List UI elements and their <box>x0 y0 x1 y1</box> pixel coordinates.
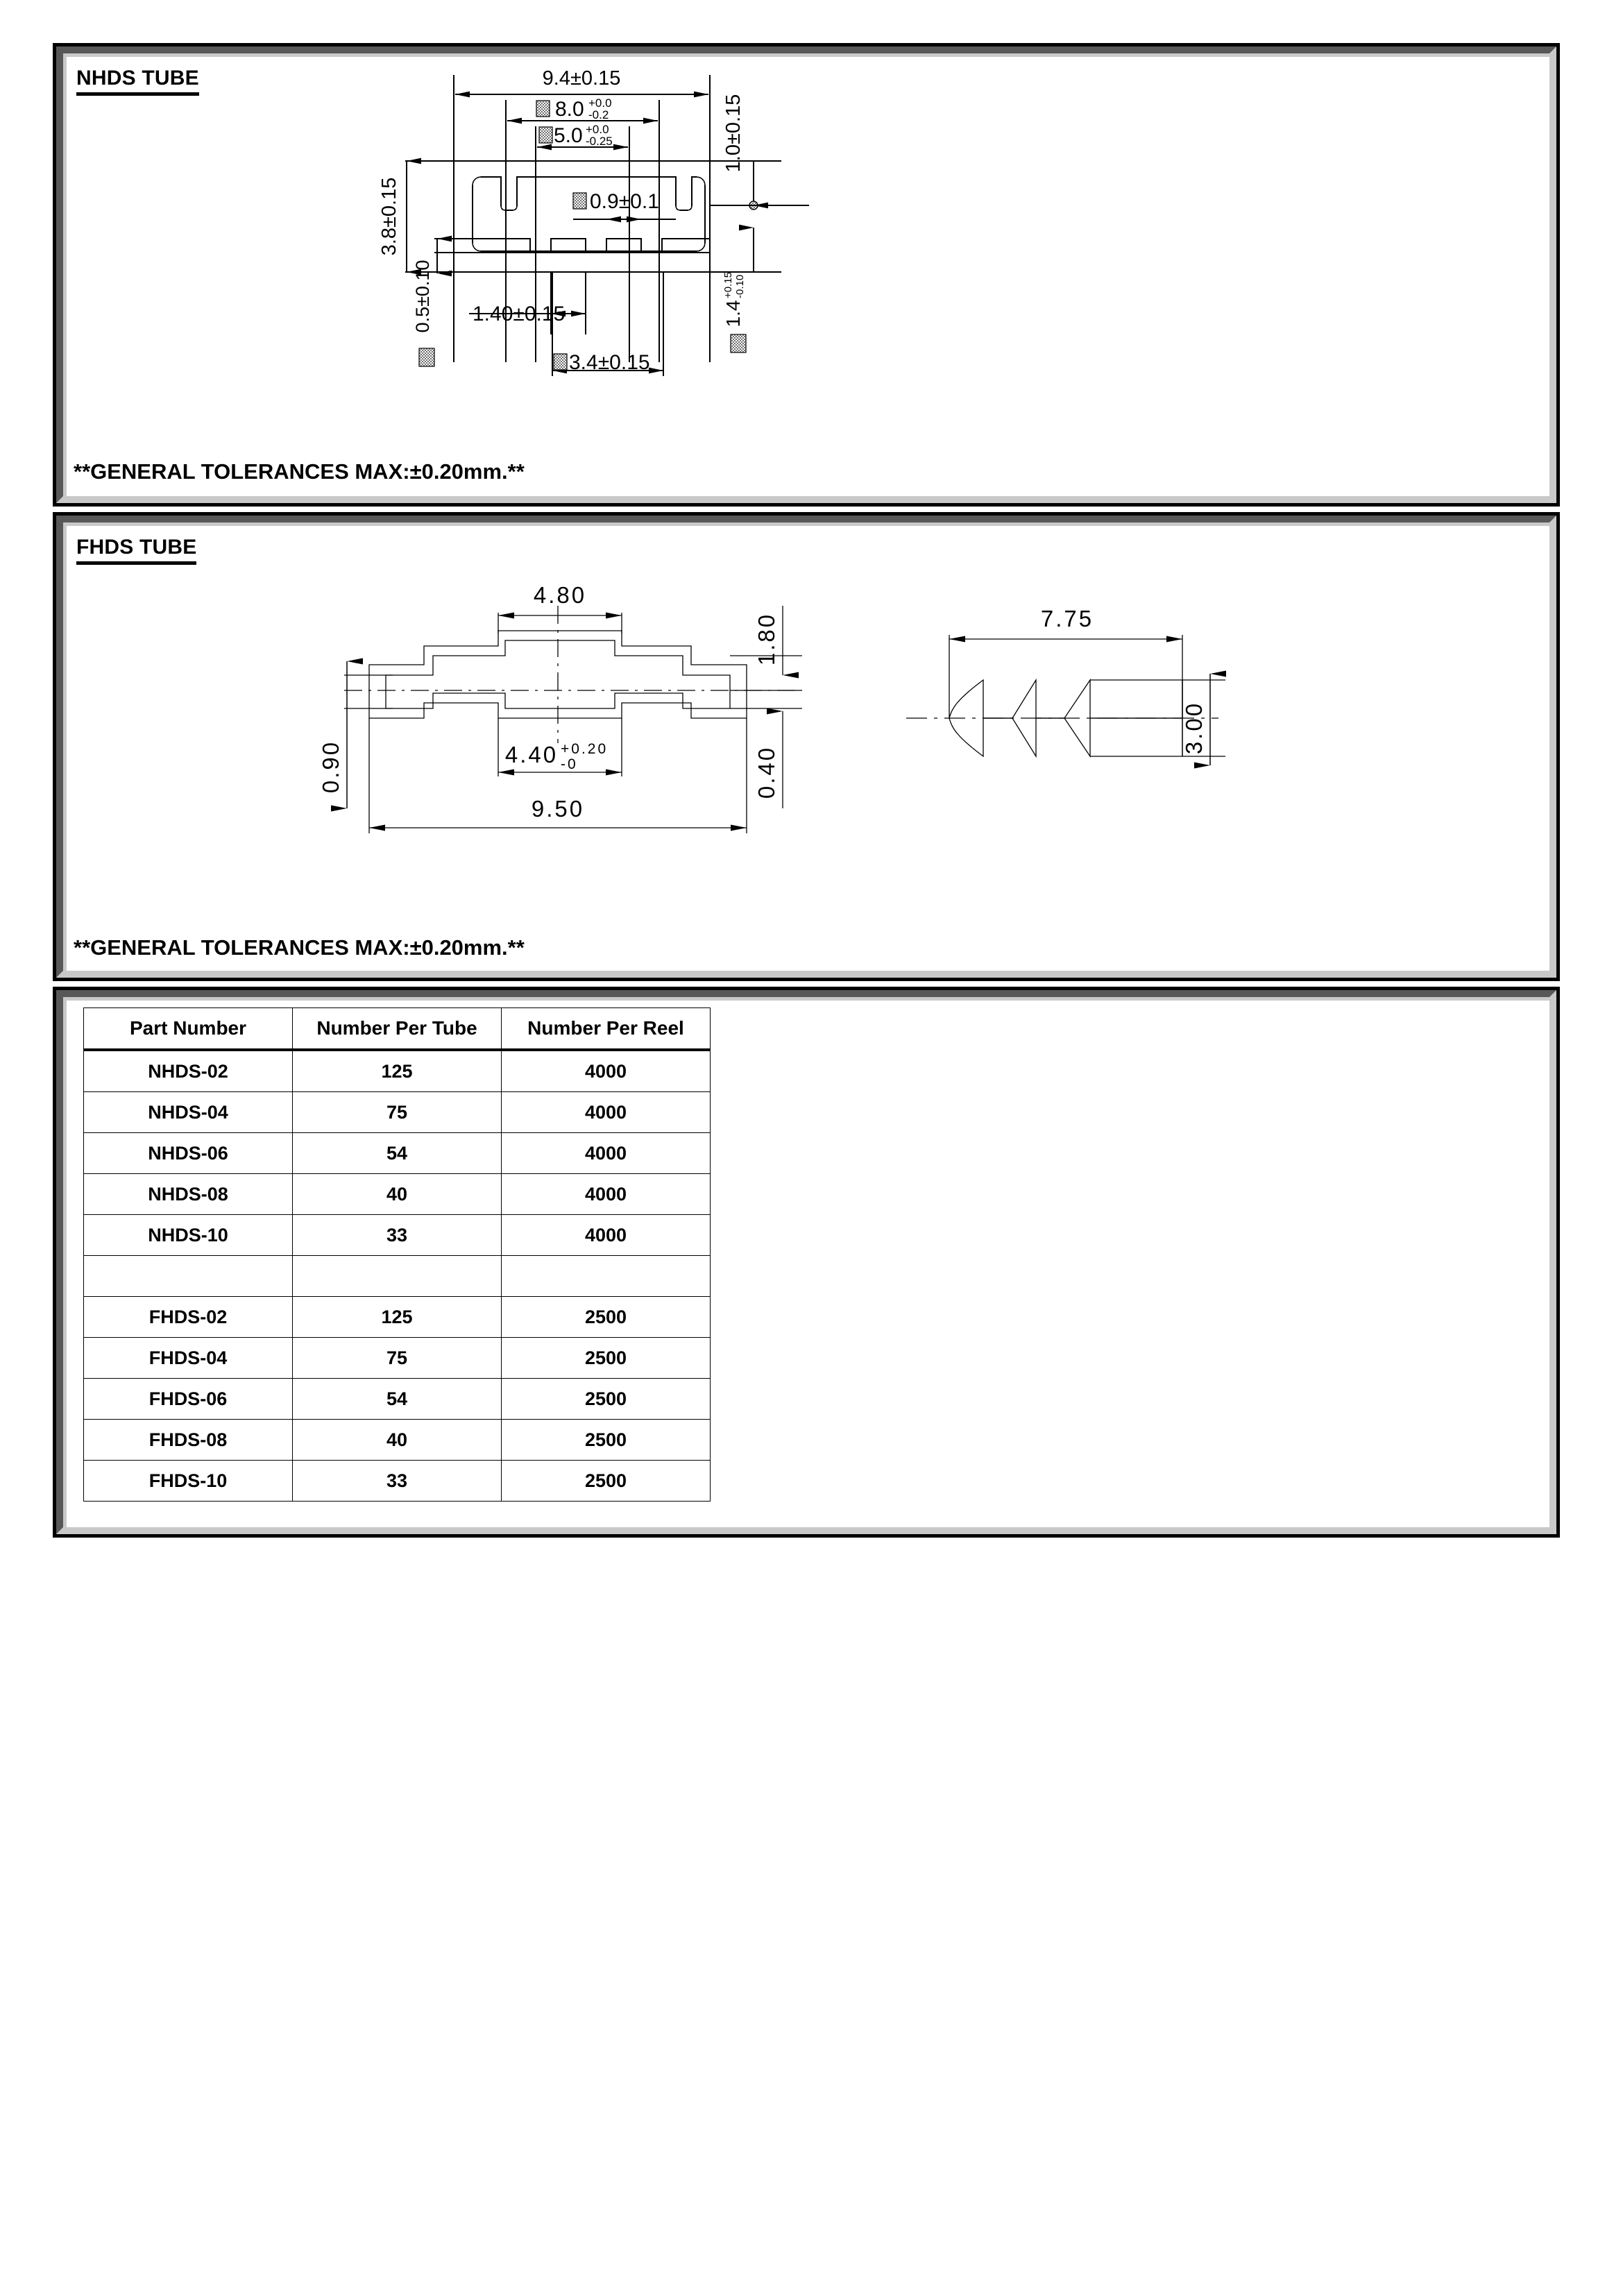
nhds-dim-base-width: 3.4±0.15 <box>569 351 650 374</box>
nhds-dim-overall-height: 3.8±0.15 <box>378 177 400 256</box>
table-row <box>84 1461 711 1502</box>
nhds-dim-channel-width: 5.0 <box>554 124 583 147</box>
nhds-drawing <box>365 57 1101 473</box>
table-row <box>84 1215 711 1256</box>
cell-part-number: NHDS-08 <box>84 1174 293 1215</box>
nhds-panel-body <box>67 57 1546 493</box>
column-header-number-per-tube: Number Per Tube <box>293 1008 502 1051</box>
cell-number-per-reel: 2500 <box>502 1297 711 1338</box>
table-row <box>84 1297 711 1338</box>
table-row <box>84 1133 711 1174</box>
cell-number-per-tube: 54 <box>293 1133 502 1174</box>
cell-number-per-reel: 4000 <box>502 1133 711 1174</box>
fhds-section-drawing <box>316 564 844 925</box>
nhds-marker-square-5 <box>539 127 552 143</box>
fhds-dim-left-height: 0.90 <box>318 740 343 794</box>
table-body <box>84 1050 711 1502</box>
cell-number-per-reel: 4000 <box>502 1092 711 1133</box>
table-panel-body <box>67 1001 1546 1524</box>
table-row <box>84 1338 711 1379</box>
cell-part-number: NHDS-02 <box>84 1050 293 1092</box>
cell-number-per-tube: 54 <box>293 1379 502 1420</box>
nhds-dim-top-flange: 1.0±0.15 <box>722 94 745 173</box>
table-row <box>84 1092 711 1133</box>
cell-number-per-reel: 2500 <box>502 1461 711 1502</box>
cell-part-number: FHDS-04 <box>84 1338 293 1379</box>
nhds-dim-rib-width: 0.9±0.1 <box>590 190 659 213</box>
fhds-dim-overall-width: 9.50 <box>531 796 585 822</box>
column-header-part-number: Part Number <box>84 1008 293 1051</box>
cell-number-per-reel: 2500 <box>502 1379 711 1420</box>
cell-number-per-tube: 125 <box>293 1297 502 1338</box>
cell-part-number: FHDS-08 <box>84 1420 293 1461</box>
nhds-marker-square-09 <box>573 193 586 209</box>
fhds-panel <box>53 512 1560 981</box>
cell-part-number: NHDS-10 <box>84 1215 293 1256</box>
nhds-dim-right-height: 1.4 <box>722 300 744 328</box>
fhds-panel-body <box>67 526 1546 967</box>
cell-number-per-tube: 33 <box>293 1461 502 1502</box>
nhds-section-title <box>76 67 199 96</box>
cell-number-per-reel: 4000 <box>502 1174 711 1215</box>
cell-number-per-tube: 125 <box>293 1050 502 1092</box>
nhds-dim-left-offset: 1.40±0.15 <box>473 303 566 325</box>
nhds-dim-channel-width-tol-dn: -0.25 <box>586 135 613 148</box>
nhds-dim-overall-width: 9.4±0.15 <box>542 67 621 90</box>
fhds-dim-right-upper: 1.80 <box>754 612 779 666</box>
table-row-spacer <box>84 1256 711 1297</box>
cell-number-per-reel <box>502 1256 711 1297</box>
cell-number-per-reel: 2500 <box>502 1420 711 1461</box>
table-panel <box>53 987 1560 1538</box>
table-row <box>84 1050 711 1092</box>
fhds-dim-right-lower: 0.40 <box>754 745 779 799</box>
cell-number-per-tube: 33 <box>293 1215 502 1256</box>
fhds-barb-drawing <box>892 592 1281 828</box>
nhds-panel <box>53 43 1560 507</box>
table-row <box>84 1174 711 1215</box>
cell-number-per-tube: 40 <box>293 1420 502 1461</box>
cell-number-per-tube: 75 <box>293 1092 502 1133</box>
cell-part-number <box>84 1256 293 1297</box>
fhds-dim-inner-width: 4.40 <box>504 742 559 767</box>
nhds-dim-inner-width-tol-dn: -0.2 <box>588 108 609 121</box>
fhds-section-title-text: FHDS TUBE <box>76 536 196 565</box>
fhds-tolerance-note: **GENERAL TOLERANCES MAX:±0.20mm.** <box>74 935 525 960</box>
cell-number-per-reel: 4000 <box>502 1050 711 1092</box>
nhds-dim-inner-width-tol-up: +0.0 <box>588 96 612 110</box>
nhds-dim-channel-width-tol-up: +0.0 <box>586 123 609 136</box>
cell-part-number: NHDS-06 <box>84 1133 293 1174</box>
fhds-dim-inner-tol-up: +0.20 <box>561 741 609 757</box>
column-header-number-per-reel: Number Per Reel <box>502 1008 711 1051</box>
fhds-dim-inner-tol-dn: -0 <box>561 756 578 772</box>
fhds-dim-barb-length: 7.75 <box>1040 606 1094 631</box>
nhds-dim-bottom-step: 0.5±0.10 <box>412 260 433 333</box>
nhds-dim-right-height-tol-dn: -0.10 <box>734 274 746 298</box>
cell-number-per-reel: 2500 <box>502 1338 711 1379</box>
table-row <box>84 1420 711 1461</box>
cell-number-per-tube: 40 <box>293 1174 502 1215</box>
nhds-tolerance-note: **GENERAL TOLERANCES MAX:±0.20mm.** <box>74 459 525 484</box>
fhds-dim-barb-height: 3.00 <box>1181 701 1207 755</box>
cell-part-number: FHDS-06 <box>84 1379 293 1420</box>
packaging-quantity-table <box>83 1007 711 1502</box>
nhds-marker-square-34 <box>554 354 567 370</box>
table-row <box>84 1379 711 1420</box>
fhds-dim-top-width: 4.80 <box>533 582 587 608</box>
cell-number-per-tube: 75 <box>293 1338 502 1379</box>
cell-part-number: NHDS-04 <box>84 1092 293 1133</box>
table-header-row <box>84 1008 711 1051</box>
cell-part-number: FHDS-10 <box>84 1461 293 1502</box>
nhds-dim-inner-width: 8.0 <box>555 98 584 121</box>
cell-part-number: FHDS-02 <box>84 1297 293 1338</box>
nhds-marker-square-14 <box>731 334 746 352</box>
nhds-section-title-text: NHDS TUBE <box>76 67 199 96</box>
fhds-section-title <box>76 536 196 565</box>
cell-number-per-tube <box>293 1256 502 1297</box>
nhds-dim-right-height-tol-up: +0.15 <box>722 272 734 298</box>
nhds-marker-square-8 <box>536 101 550 117</box>
nhds-marker-square-05 <box>419 348 434 366</box>
cell-number-per-reel: 4000 <box>502 1215 711 1256</box>
